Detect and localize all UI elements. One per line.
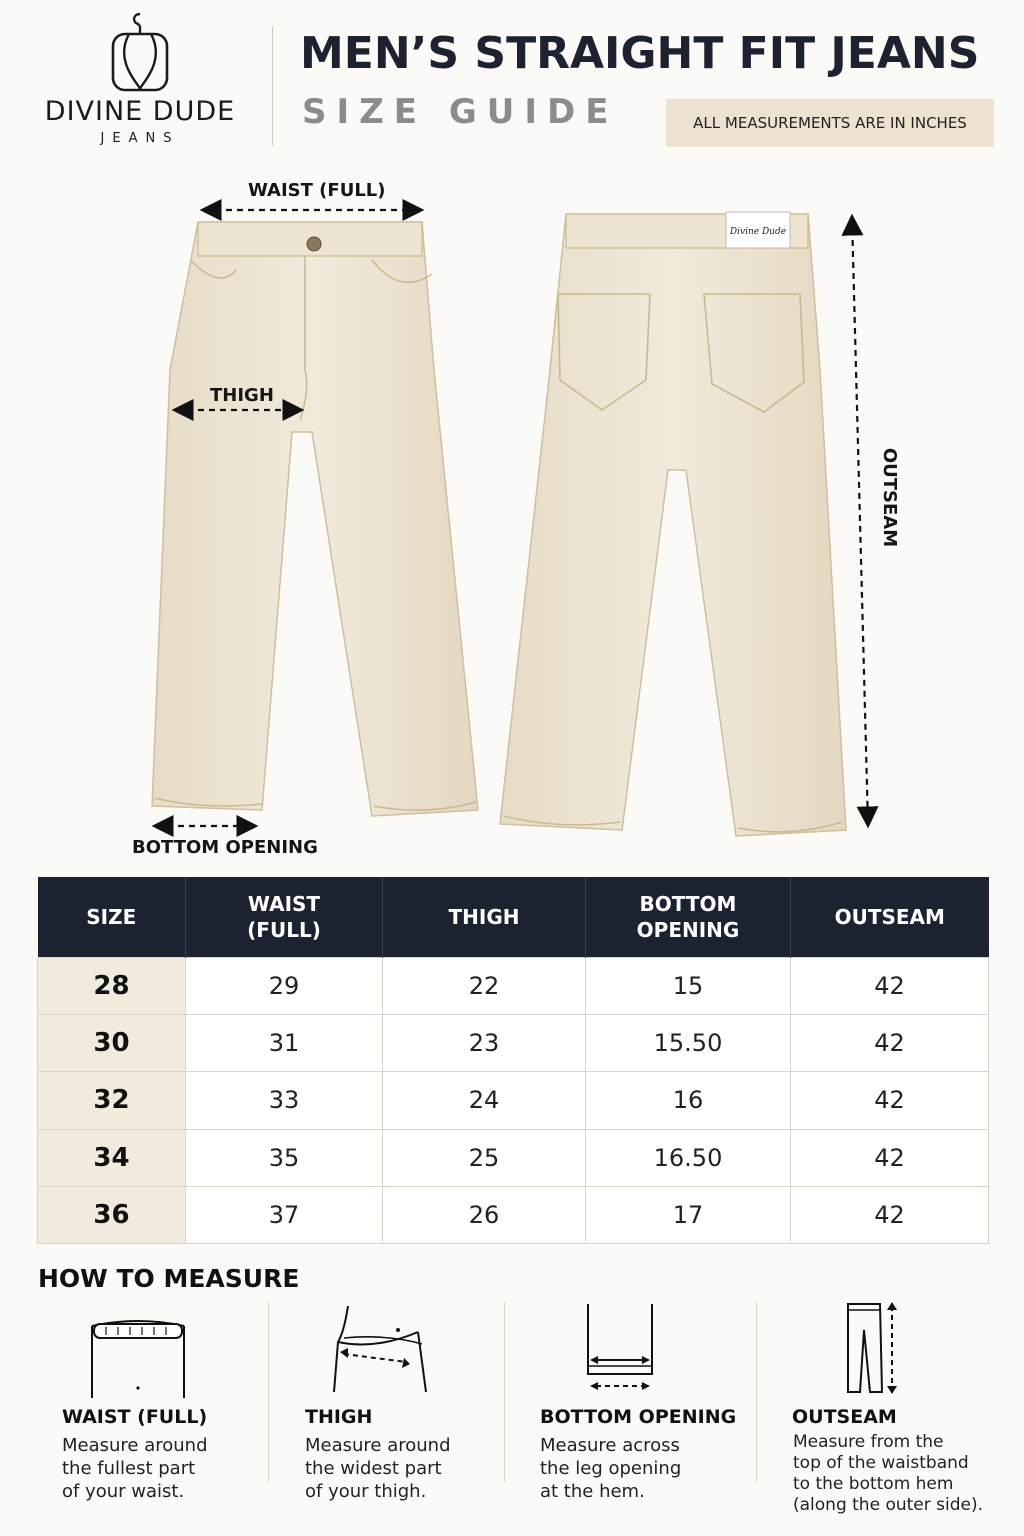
table-row bbox=[38, 1072, 989, 1129]
header-thigh-text: THIGH bbox=[448, 904, 520, 929]
outseam-measure-icon bbox=[840, 1300, 904, 1396]
header-outseam-text: OUTSEAM bbox=[834, 904, 945, 929]
size-table bbox=[37, 877, 989, 1244]
bottom-opening-label: BOTTOM OPENING bbox=[132, 837, 318, 858]
thigh-cell: 26 bbox=[383, 1187, 586, 1244]
size-cell: 34 bbox=[38, 1129, 186, 1186]
outseam-cell: 42 bbox=[791, 1072, 989, 1129]
waist-cell: 31 bbox=[186, 1014, 383, 1071]
section-divider bbox=[268, 1302, 269, 1482]
size-cell: 36 bbox=[38, 1187, 186, 1244]
header-waist-text: WAIST (FULL) bbox=[247, 891, 321, 942]
outseam-heading: OUTSEAM bbox=[792, 1406, 897, 1428]
table-row bbox=[38, 1014, 989, 1071]
header-bottom-opening bbox=[586, 877, 791, 957]
back-jeans bbox=[500, 212, 846, 836]
thigh-instructions: Measure around the widest part of your thigh. bbox=[305, 1435, 451, 1502]
waist-measure-icon bbox=[82, 1302, 194, 1398]
waist-cell: 33 bbox=[186, 1072, 383, 1129]
thigh-cell: 22 bbox=[383, 957, 586, 1014]
thigh-label: THIGH bbox=[210, 385, 274, 406]
how-to-measure-title: HOW TO MEASURE bbox=[38, 1264, 300, 1293]
bottom-opening-cell: 16 bbox=[586, 1072, 791, 1129]
bottom-opening-heading: BOTTOM OPENING bbox=[540, 1406, 737, 1428]
header-outseam bbox=[791, 877, 989, 957]
thigh-cell: 25 bbox=[383, 1129, 586, 1186]
waist-heading: WAIST (FULL) bbox=[62, 1406, 208, 1428]
outseam-cell: 42 bbox=[791, 957, 989, 1014]
section-divider bbox=[756, 1302, 757, 1482]
brand-subtitle: JEANS bbox=[100, 131, 180, 146]
thigh-measure-icon bbox=[326, 1302, 436, 1398]
jeans-illustration bbox=[0, 170, 1024, 870]
thigh-cell: 23 bbox=[383, 1014, 586, 1071]
header-size-text: SIZE bbox=[86, 904, 137, 929]
outseam-instructions: Measure from the top of the waistband to the bottom hem (along the outer side). bbox=[793, 1432, 984, 1515]
waist-cell: 29 bbox=[186, 957, 383, 1014]
outseam-cell: 42 bbox=[791, 1129, 989, 1186]
header-divider bbox=[272, 26, 273, 146]
units-badge: ALL MEASUREMENTS ARE IN INCHES bbox=[666, 99, 994, 147]
size-cell: 28 bbox=[38, 957, 186, 1014]
table-header-row bbox=[38, 877, 989, 957]
table-row bbox=[38, 957, 989, 1014]
page-title: MEN’S STRAIGHT FIT JEANS bbox=[300, 28, 980, 79]
bottom-opening-measure-icon bbox=[582, 1302, 662, 1392]
front-jeans bbox=[152, 222, 478, 816]
header-waist bbox=[186, 877, 383, 957]
outseam-arrow bbox=[852, 218, 868, 824]
thigh-cell: 24 bbox=[383, 1072, 586, 1129]
header-size bbox=[38, 877, 186, 957]
bottom-opening-cell: 16.50 bbox=[586, 1129, 791, 1186]
hanger-icon bbox=[105, 10, 175, 94]
table-row bbox=[38, 1129, 989, 1186]
size-cell: 30 bbox=[38, 1014, 186, 1071]
brand-block bbox=[20, 10, 260, 160]
bottom-opening-instructions: Measure across the leg opening at the hem. bbox=[540, 1435, 682, 1502]
bottom-opening-cell: 17 bbox=[586, 1187, 791, 1244]
waist-instructions: Measure around the fullest part of your waist. bbox=[62, 1435, 208, 1502]
section-divider bbox=[504, 1302, 505, 1482]
waist-cell: 37 bbox=[186, 1187, 383, 1244]
bottom-opening-cell: 15.50 bbox=[586, 1014, 791, 1071]
page-subtitle: SIZE GUIDE bbox=[302, 92, 619, 132]
table-row bbox=[38, 1187, 989, 1244]
waist-label: WAIST (FULL) bbox=[248, 180, 386, 201]
thigh-heading: THIGH bbox=[305, 1406, 373, 1428]
brand-patch-text: Divine Dude bbox=[729, 227, 787, 237]
bottom-opening-cell: 15 bbox=[586, 957, 791, 1014]
outseam-label: OUTSEAM bbox=[879, 447, 901, 548]
jeans-svg bbox=[0, 170, 1024, 870]
size-cell: 32 bbox=[38, 1072, 186, 1129]
header-thigh bbox=[383, 877, 586, 957]
header-bottom-opening-text: BOTTOM OPENING bbox=[636, 891, 740, 942]
outseam-cell: 42 bbox=[791, 1187, 989, 1244]
brand-name: DIVINE DUDE bbox=[44, 96, 236, 127]
outseam-cell: 42 bbox=[791, 1014, 989, 1071]
waist-cell: 35 bbox=[186, 1129, 383, 1186]
